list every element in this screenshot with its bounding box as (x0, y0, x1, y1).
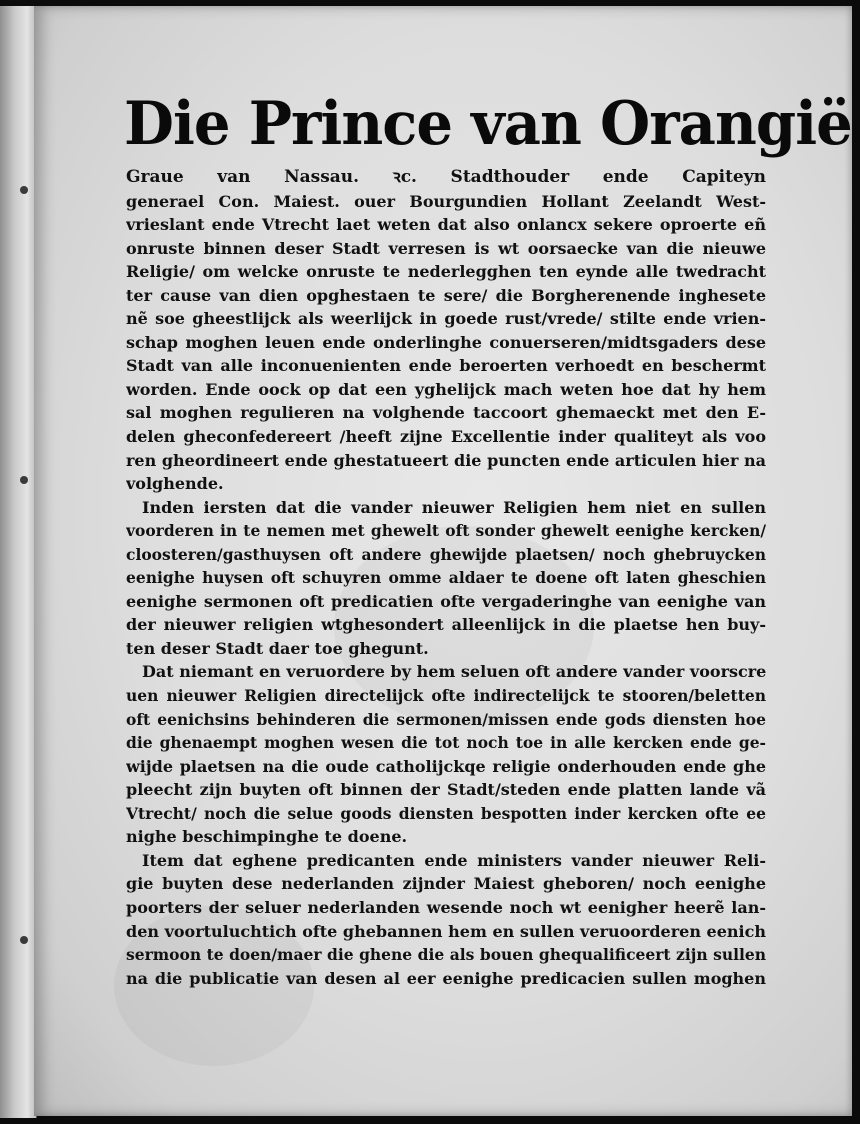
text-line: den voortuluchtich ofte ghebannen hem en sullen veruoorderen eenich (126, 921, 766, 941)
text-line: nighe beschimpinghe te doene. (126, 827, 408, 847)
text-line: nẽ soe gheestlijck als weerlijck in goede rust/vrede/ stilte ende vrien- (126, 309, 766, 329)
text-line: voorderen in te nemen met ghewelt oft sonder ghewelt eenighe kercken/ (126, 521, 766, 541)
text-line: sermoon te doen/maer die ghene die als bouen ghequalificeert zijn sullen (126, 945, 766, 965)
text-line: pleecht zijn buyten oft binnen der Stadt/steden ende platten lande vã (126, 780, 766, 800)
text-line: onruste binnen deser Stadt verresen is wt oorsaecke van die nieuwe (126, 238, 766, 258)
text-line: poorters der seluer nederlanden wesende noch wt eenigher heerẽ lan- (126, 897, 766, 917)
text-line: der nieuwer religien wtghesondert alleenlijck in die plaetse hen buy- (126, 615, 766, 635)
text-line: Dat niemant en veruordere by hem seluen oft andere vander voorscre (142, 662, 766, 682)
text-line: die ghenaempt moghen wesen die tot noch toe in alle kercken ende ge- (126, 733, 766, 753)
text-line: eenighe huysen oft schuyren omme aldaer te doene oft laten gheschien (126, 568, 766, 588)
text-line: volghende. (126, 474, 224, 494)
text-line: oft eenichsins behinderen die sermonen/missen ende gods diensten hoe (126, 709, 766, 729)
text-line: eenighe sermonen oft predicatien ofte vergaderinghe van eenighe van (126, 591, 766, 611)
text-line: delen gheconfedereert /heeft zijne Excellentie inder qualiteyt als voo (126, 427, 766, 447)
document-page (34, 6, 852, 1116)
text-line: ter cause van dien opghestaen te sere/ die Borgherenende inghesete (126, 285, 766, 305)
text-line: vrieslant ende Vtrecht laet weten dat also onlancx sekere oproerte eñ (126, 215, 766, 235)
text-line: generael Con. Maiest. ouer Bourgundien Hollant Zeelandt West- (126, 191, 766, 211)
text-line: sal moghen regulieren na volghende taccoort ghemaeckt met den E- (126, 403, 766, 423)
text-line: ten deser Stadt daer toe ghegunt. (126, 638, 429, 658)
binding-hole (20, 476, 28, 484)
text-line: Stadt van alle inconuenienten ende beroerten verhoedt en beschermt (126, 356, 766, 376)
text-line: Item dat eghene predicanten ende ministers vander nieuwer Reli- (142, 850, 766, 870)
text-line: Inden iersten dat die vander nieuwer Religien hem niet en sullen (142, 497, 766, 517)
binding-hole (20, 936, 28, 944)
binding-hole (20, 186, 28, 194)
text-line: Vtrecht/ noch die selue goods diensten bespotten inder kercken ofte ee (126, 803, 766, 823)
text-line: schap moghen leuen ende onderlinghe conuerseren/midtsgaders dese (126, 332, 766, 352)
text-line: na die publicatie van desen al eer eenighe predicacien sullen moghen (126, 968, 766, 988)
document-title: Die Prince van Orangië (124, 89, 852, 159)
text-line: wijde plaetsen na die oude catholijckqe religie onderhouden ende ghe (126, 756, 766, 776)
text-line: cloosteren/gasthuysen oft andere ghewijde plaetsen/ noch ghebruycken (126, 544, 766, 564)
text-line: uen nieuwer Religien directelijck ofte indirectelijck te stooren/beletten (126, 686, 766, 706)
text-line: Graue van Nassau. ꝛc. Stadthouder ende Capiteyn (126, 167, 766, 187)
document-body (126, 166, 766, 990)
text-line: gie buyten dese nederlanden zijnder Maiest gheboren/ noch eenighe (126, 874, 766, 894)
text-line: ren gheordineert ende ghestatueert die puncten ende articulen hier na (126, 450, 766, 470)
text-line: worden. Ende oock op dat een yghelijck mach weten hoe dat hy hem (126, 379, 766, 399)
book-spine (0, 6, 37, 1118)
text-line: Religie/ om welcke onruste te nederlegghen ten eynde alle twedracht (126, 262, 766, 282)
